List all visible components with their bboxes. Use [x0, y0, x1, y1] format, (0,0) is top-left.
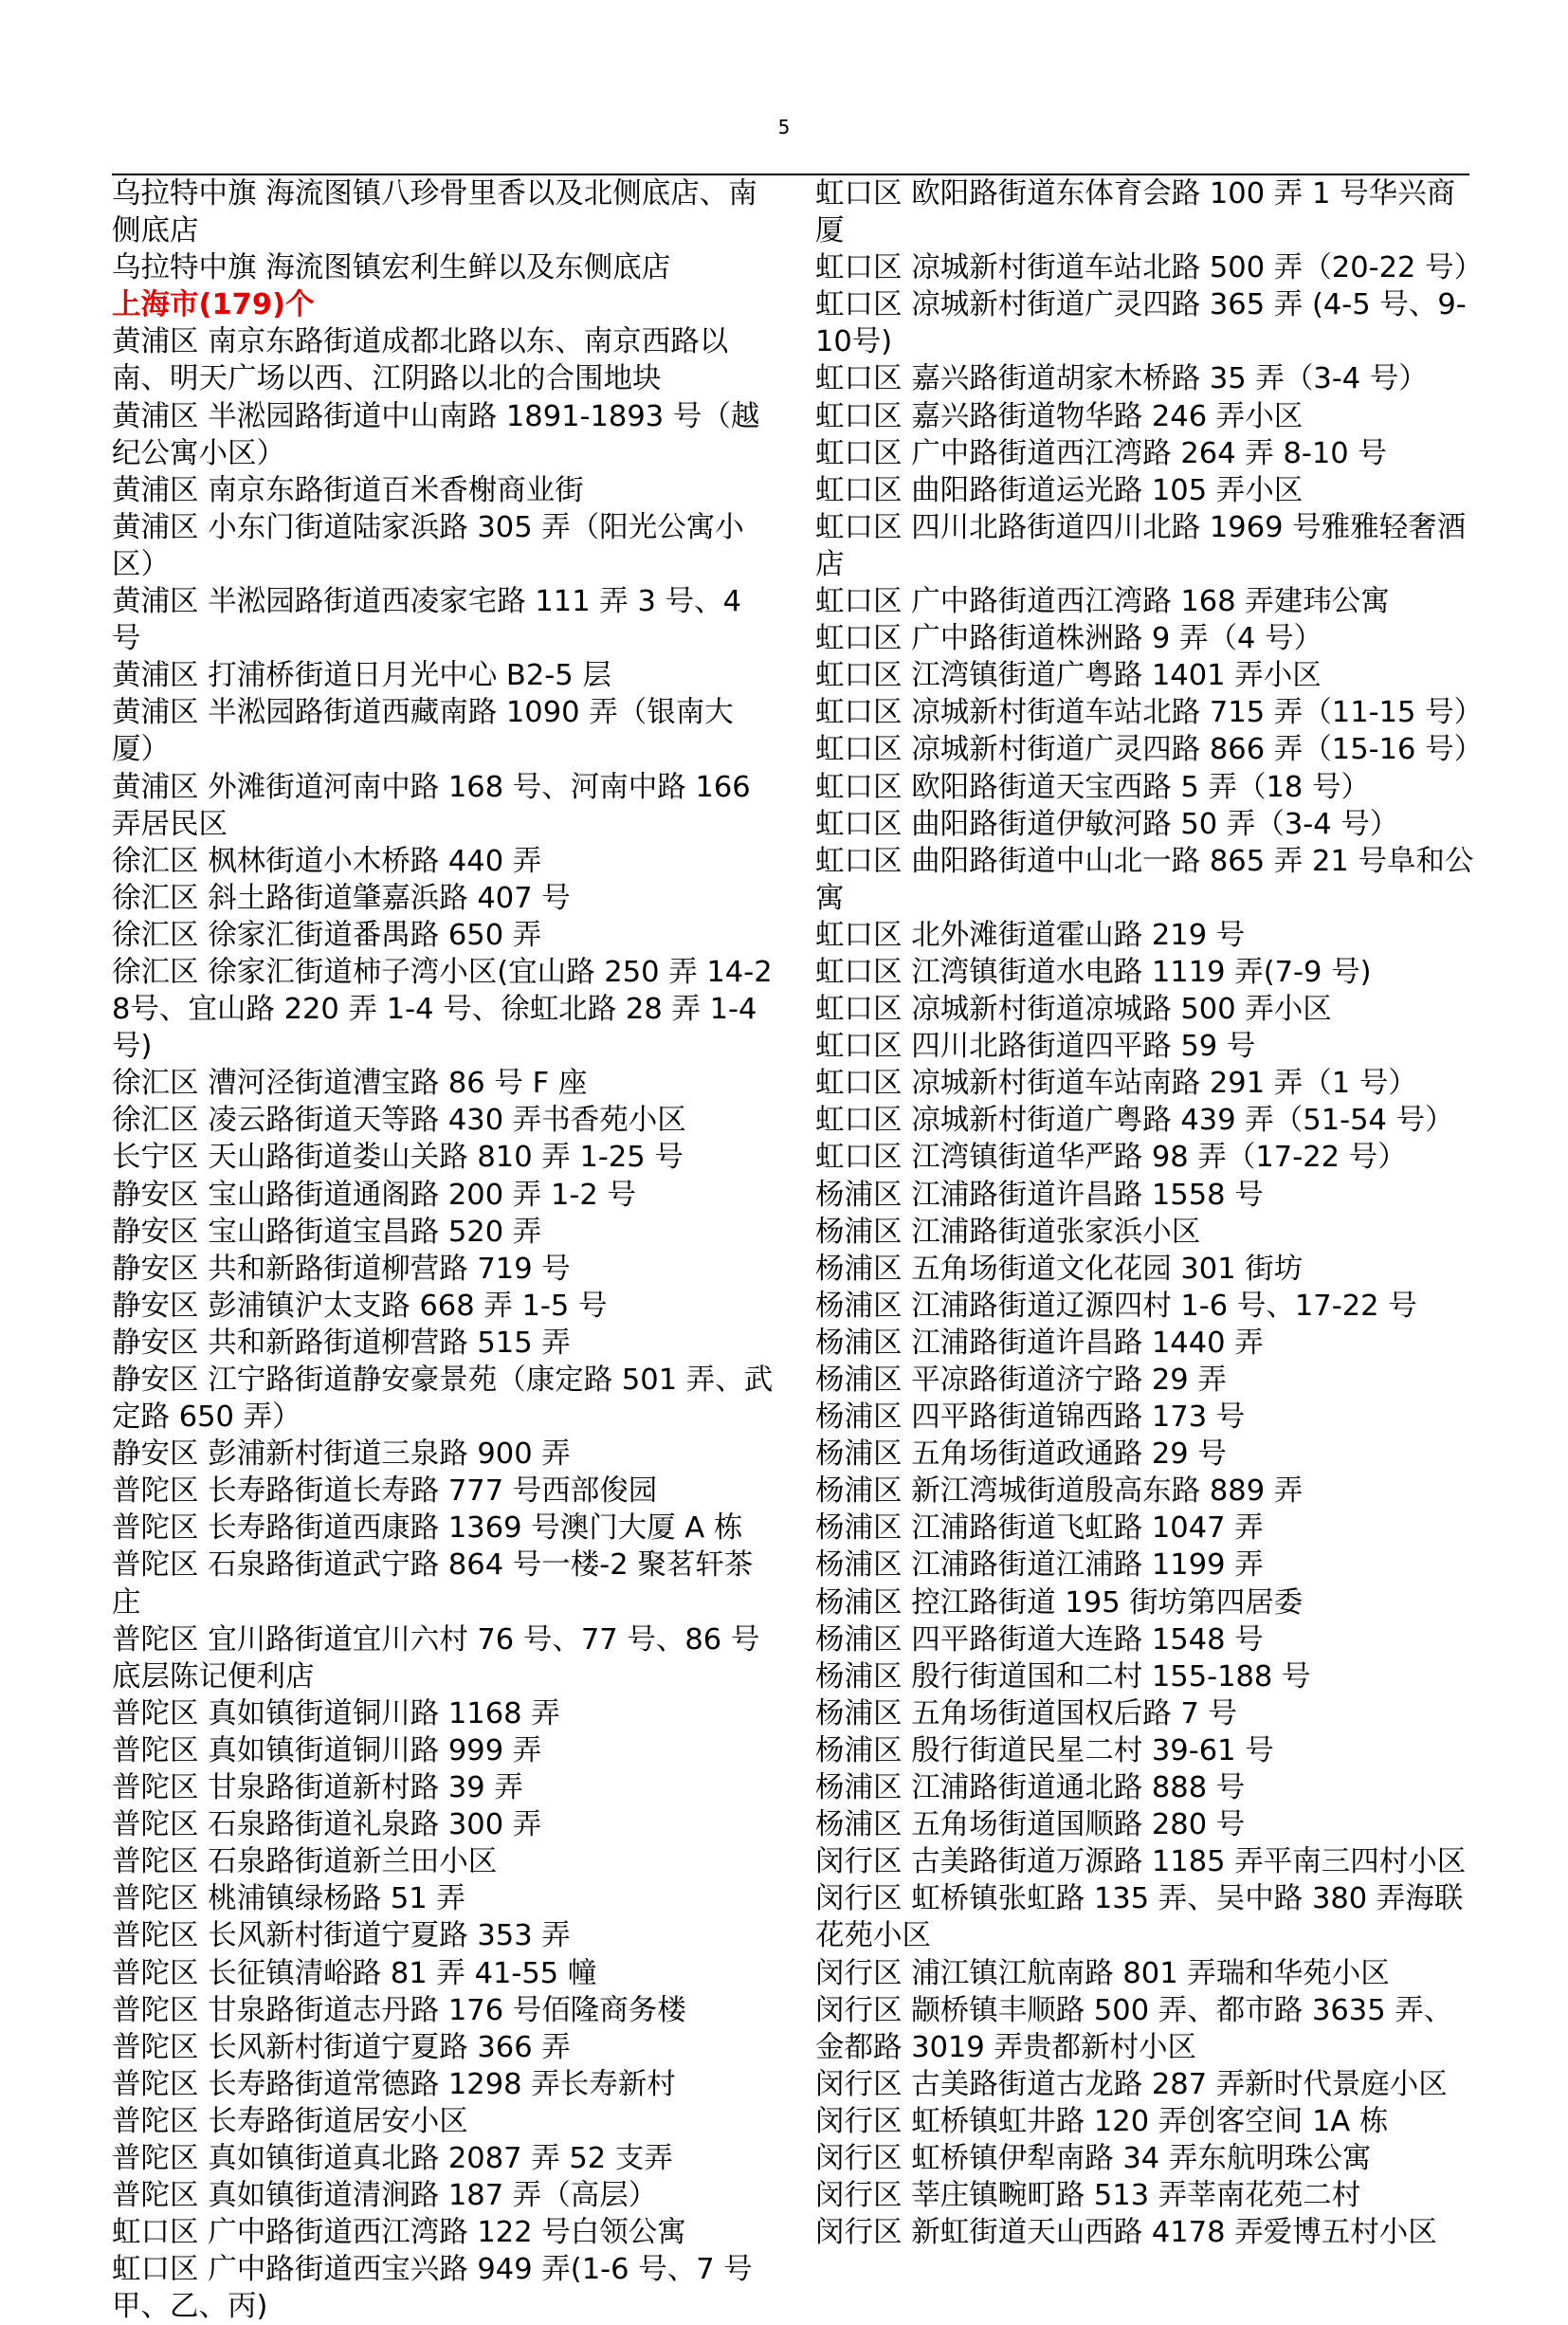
address-entry: 虹口区 北外滩街道霍山路 219 号: [815, 918, 1246, 952]
address-entry: 普陀区 宜川路街道宜川六村 76 号、77 号、86 号底层陈记便利店: [112, 1622, 760, 1693]
left-column: [112, 175, 775, 2325]
address-entry: 杨浦区 五角场街道政通路 29 号: [815, 1437, 1227, 1472]
address-entry: 虹口区 广中路街道西江湾路 264 弄 8-10 号: [815, 436, 1387, 470]
address-entry: 闵行区 古美路街道古龙路 287 弄新时代景庭小区: [815, 2067, 1448, 2101]
address-entry: 徐汇区 凌云路街道天等路 430 弄书香苑小区: [112, 1104, 686, 1138]
address-entry: 普陀区 甘泉路街道新村路 39 弄: [112, 1771, 523, 1805]
address-entry: 虹口区 江湾镇街道华严路 98 弄（17-22 号）: [815, 1141, 1407, 1175]
address-entry: 静安区 彭浦镇沪太支路 668 弄 1-5 号: [112, 1289, 608, 1323]
address-entry: 虹口区 凉城新村街道车站北路 500 弄（20-22 号）: [815, 251, 1484, 285]
address-entry: 杨浦区 江浦路街道江浦路 1199 弄: [815, 1548, 1264, 1583]
address-entry: 杨浦区 江浦路街道许昌路 1558 号: [815, 1178, 1264, 1212]
address-entry: 徐汇区 斜土路街道肇嘉浜路 407 号: [112, 881, 571, 915]
address-entry: 静安区 彭浦新村街道三泉路 900 弄: [112, 1437, 571, 1472]
address-entry: 杨浦区 控江路街道 195 街坊第四居委: [815, 1585, 1304, 1620]
address-entry: 杨浦区 江浦路街道通北路 888 号: [815, 1771, 1246, 1805]
address-entry: 静安区 宝山路街道通阁路 200 弄 1-2 号: [112, 1178, 637, 1212]
address-entry: 杨浦区 四平路街道锦西路 173 号: [815, 1400, 1246, 1435]
right-column: [815, 175, 1484, 2251]
address-entry: 虹口区 江湾镇街道广粤路 1401 弄小区: [815, 659, 1322, 693]
address-entry: 虹口区 凉城新村街道广粤路 439 弄（51-54 号）: [815, 1104, 1454, 1138]
address-entry: 黄浦区 外滩街道河南中路 168 号、河南中路 166 弄居民区: [112, 770, 751, 841]
address-entry: 徐汇区 徐家汇街道番禺路 650 弄: [112, 918, 542, 952]
address-entry: 虹口区 凉城新村街道凉城路 500 弄小区: [815, 993, 1332, 1027]
address-entry: 普陀区 长征镇清峪路 81 弄 41-55 幢: [112, 1956, 597, 1990]
address-entry: 闵行区 虹桥镇伊犁南路 34 弄东航明珠公寓: [815, 2141, 1372, 2175]
address-entry: 杨浦区 新江湾城街道殷高东路 889 弄: [815, 1474, 1304, 1509]
address-entry: 闵行区 虹桥镇虹井路 120 弄创客空间 1A 栋: [815, 2104, 1389, 2138]
address-entry: 长宁区 天山路街道娄山关路 810 弄 1-25 号: [112, 1141, 684, 1175]
address-entry: 黄浦区 南京东路街道百米香榭商业街: [112, 473, 584, 507]
address-entry: 杨浦区 江浦路街道辽源四村 1-6 号、17-22 号: [815, 1289, 1417, 1323]
address-entry: 杨浦区 殷行街道民星二村 39-61 号: [815, 1733, 1274, 1767]
address-entry: 普陀区 真如镇街道铜川路 1168 弄: [112, 1696, 560, 1730]
address-entry: 闵行区 新虹街道天山西路 4178 弄爱博五村小区: [815, 2216, 1437, 2250]
address-entry: 黄浦区 半淞园路街道西藏南路 1090 弄（银南大厦）: [112, 696, 734, 767]
address-entry: 普陀区 长寿路街道长寿路 777 号西部俊园: [112, 1474, 658, 1509]
address-entry: 杨浦区 江浦路街道张家浜小区: [815, 1215, 1201, 1249]
address-entry: 虹口区 四川北路街道四平路 59 号: [815, 1030, 1256, 1064]
address-entry: 普陀区 石泉路街道新兰田小区: [112, 1845, 498, 1879]
address-entry: 虹口区 江湾镇街道水电路 1119 弄(7-9 号): [815, 955, 1372, 989]
address-entry: 普陀区 桃浦镇绿杨路 51 弄: [112, 1882, 465, 1916]
address-entry: 虹口区 广中路街道西江湾路 122 号白领公寓: [112, 2216, 686, 2250]
address-entry: 黄浦区 南京东路街道成都北路以东、南京西路以南、明天广场以西、江阴路以北的合围地块: [112, 325, 729, 396]
address-entry: 虹口区 曲阳路街道运光路 105 弄小区: [815, 473, 1304, 507]
address-entry: 虹口区 凉城新村街道广灵四路 365 弄 (4-5 号、9-10号): [815, 288, 1467, 359]
address-entry: 静安区 江宁路街道静安豪景苑（康定路 501 弄、武定路 650 弄）: [112, 1364, 774, 1435]
address-entry: 黄浦区 半淞园路街道中山南路 1891-1893 号（越纪公寓小区）: [112, 399, 760, 470]
address-entry: 闵行区 莘庄镇畹町路 513 弄莘南花苑二村: [815, 2179, 1361, 2213]
section-heading: 上海市(179)个: [112, 288, 315, 322]
address-entry: 黄浦区 小东门街道陆家浜路 305 弄（阳光公寓小区）: [112, 510, 744, 581]
address-entry: 普陀区 长风新村街道宁夏路 366 弄: [112, 2030, 571, 2064]
address-entry: 普陀区 长寿路街道居安小区: [112, 2104, 468, 2138]
address-entry: 普陀区 石泉路街道礼泉路 300 弄: [112, 1808, 542, 1842]
address-entry: 虹口区 曲阳路街道中山北一路 865 弄 21 号阜和公寓: [815, 844, 1474, 915]
address-entry: 徐汇区 徐家汇街道柿子湾小区(宜山路 250 弄 14-28号、宜山路 220 弄 1-4 号、徐虹北路 28 弄 1-4 号): [112, 955, 773, 1064]
address-entry: 杨浦区 五角场街道国顺路 280 号: [815, 1808, 1246, 1842]
address-entry: 虹口区 嘉兴路街道胡家木桥路 35 弄（3-4 号）: [815, 362, 1428, 396]
address-entry: 杨浦区 江浦路街道飞虹路 1047 弄: [815, 1511, 1264, 1546]
address-entry: 普陀区 长寿路街道西康路 1369 号澳门大厦 A 栋: [112, 1511, 743, 1546]
address-entry: 普陀区 真如镇街道真北路 2087 弄 52 支弄: [112, 2141, 673, 2175]
address-entry: 徐汇区 漕河泾街道漕宝路 86 号 F 座: [112, 1067, 588, 1101]
address-entry: 闵行区 浦江镇江航南路 801 弄瑞和华苑小区: [815, 1956, 1390, 1990]
address-entry: 虹口区 嘉兴路街道物华路 246 弄小区: [815, 399, 1304, 433]
address-entry: 杨浦区 平凉路街道济宁路 29 弄: [815, 1364, 1227, 1397]
address-entry: 虹口区 曲阳路街道伊敏河路 50 弄（3-4 号）: [815, 807, 1399, 841]
address-entry: 虹口区 广中路街道株洲路 9 弄（4 号）: [815, 622, 1323, 656]
address-entry: 虹口区 广中路街道西宝兴路 949 弄(1-6 号、7 号甲、乙、丙): [112, 2253, 753, 2324]
address-entry: 虹口区 凉城新村街道车站南路 291 弄（1 号）: [815, 1067, 1417, 1101]
address-entry: 普陀区 甘泉路街道志丹路 176 号佰隆商务楼: [112, 1993, 686, 2027]
address-entry: 普陀区 长寿路街道常德路 1298 弄长寿新村: [112, 2067, 676, 2101]
address-entry: 静安区 共和新路街道柳营路 515 弄: [112, 1326, 571, 1360]
address-entry: 普陀区 石泉路街道武宁路 864 号一楼-2 聚茗轩茶庄: [112, 1548, 754, 1620]
address-entry: 乌拉特中旗 海流图镇八珍骨里香以及北侧底店、南侧底店: [112, 177, 757, 248]
address-entry: 杨浦区 江浦路街道许昌路 1440 弄: [815, 1326, 1264, 1360]
address-entry: 黄浦区 半淞园路街道西凌家宅路 111 弄 3 号、4 号: [112, 585, 741, 656]
address-entry: 闵行区 古美路街道万源路 1185 弄平南三四村小区: [815, 1845, 1467, 1879]
address-entry: 杨浦区 四平路街道大连路 1548 号: [815, 1622, 1264, 1657]
address-entry: 虹口区 四川北路街道四川北路 1969 号雅雅轻奢酒店: [815, 510, 1467, 581]
address-entry: 普陀区 长风新村街道宁夏路 353 弄: [112, 1919, 571, 1953]
address-entry: 虹口区 欧阳路街道天宝西路 5 弄（18 号）: [815, 770, 1370, 804]
address-entry: 虹口区 凉城新村街道车站北路 715 弄（11-15 号）: [815, 696, 1484, 730]
address-entry: 杨浦区 五角场街道国权后路 7 号: [815, 1696, 1237, 1730]
address-entry: 普陀区 真如镇街道铜川路 999 弄: [112, 1733, 542, 1767]
address-entry: 虹口区 欧阳路街道东体育会路 100 弄 1 号华兴商厦: [815, 177, 1456, 248]
address-entry: 虹口区 凉城新村街道广灵四路 866 弄（15-16 号）: [815, 733, 1484, 767]
address-entry: 杨浦区 殷行街道国和二村 155-188 号: [815, 1659, 1311, 1693]
address-entry: 普陀区 真如镇街道清涧路 187 弄（高层）: [112, 2179, 658, 2213]
page-number: 5: [777, 116, 791, 138]
address-entry: 徐汇区 枫林街道小木桥路 440 弄: [112, 844, 542, 878]
address-entry: 闵行区 虹桥镇张虹路 135 弄、吴中路 380 弄海联花苑小区: [815, 1882, 1464, 1953]
address-entry: 杨浦区 五角场街道文化花园 301 街坊: [815, 1252, 1304, 1286]
address-entry: 虹口区 广中路街道西江湾路 168 弄建玮公寓: [815, 585, 1390, 619]
address-entry: 黄浦区 打浦桥街道日月光中心 B2-5 层: [112, 659, 611, 693]
address-entry: 静安区 共和新路街道柳营路 719 号: [112, 1252, 571, 1286]
address-entry: 乌拉特中旗 海流图镇宏利生鲜以及东侧底店: [112, 251, 671, 285]
address-entry: 静安区 宝山路街道宝昌路 520 弄: [112, 1215, 542, 1249]
address-entry: 闵行区 颛桥镇丰顺路 500 弄、都市路 3635 弄、金都路 3019 弄贵都新村小区: [815, 1993, 1453, 2064]
